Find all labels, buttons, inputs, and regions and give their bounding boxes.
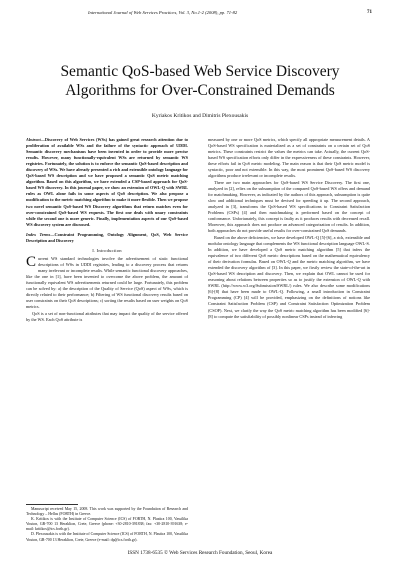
footnote-received: Manuscript received May 15, 2008. This work was supported by the Foundation of Research and Technology – Hellas (FORTH) in Greece.	[26, 507, 188, 517]
intro-paragraph-1	[26, 256, 188, 310]
paper-title	[30, 62, 370, 100]
left-column	[26, 137, 188, 507]
footnote-divider	[26, 504, 78, 505]
body-paragraph-1: measured by one or more QoS metrics, which specify all appropriate measurement details. A QoS-based WS specification is materialized as a set of constraints on a certain set of QoS metrics. These constraints restrict the values the metrics can take. Actually, the current QoS-based WS specification efforts only differ in the expressiveness of these constraints. However, these efforts fail in QoS metric modeling. The main reason is that their QoS metric model is syntactic, poor and not extensible. In this way, the most prominent QoS-based WS discovery algorithms produce irrelevant or incomplete results.	[208, 137, 370, 179]
abstract-body: —Discovery of Web Services (WSs) has gained great research attention due to proliferation of available WSs and the failure of the syntactic approach of UDDI. Semantic discovery mechanisms have been invented in order to provide more precise results. However, many functionally-equivalent WSs are returned by semantic WS registries. Fortunately, the solution is to enforce the semantic QoS-based description and discovery of WSs. We have already presented a rich and extensible ontology language for QoS-based WS description and we have proposed a semantic QoS metric matching algorithm. Based on this algorithm, we have extended a CSP-based approach for QoS-based WS discovery. In this journal paper, we show an extension of OWL-Q with SWRL rules as OWL alone fails in some aspects of QoS description. We also propose a modification to the metric matching algorithm to make it more flexible. Then we propose two novel semantic QoS-based WS Discovery algorithms that return matches even for over-constrained QoS-based WS requests. The first one deals with unary constraints while the second one is more generic. Finally, implementation aspects of our QoS-based WS discovery system are discussed.	[26, 137, 188, 227]
drop-cap: C	[26, 254, 37, 271]
section-heading-introduction: I. Introduction	[92, 247, 122, 253]
index-terms-body: —Constraint Programming, Ontology Alignment, QoS, Web Service Description and Discovery	[26, 231, 188, 243]
body-paragraph-3: Based on the above deficiencies, we have developed OWL-Q [5]-[6], a rich, extensible and modular ontology language that complements the WS functional description language OWL-S. In addition, we have developed a QoS metric matching algorithm [5] that infers the equivalence of two different QoS metric descriptions based on the mathematical equivalency of their derivation formulas. Based on OWL-Q and the metric matching algorithm, we have extended the discovery algorithm of [3]. In this paper, we firstly review the state-of-the-art in QoS-based WS description and discovery. Then, we explain that OWL cannot be used for reasoning about relations between properties so as to justify the extension of OWL-Q with SWRL (http://www.w3.org/Submission/SWRL/) rules. We also describe some modifications [6]-[8] that have been made to OWL-Q. Following, a small introduction in Constraint Programming (CP) [4] will be provided, emphasizing on the definitions of notions like Constraint Satisfaction Problem (CSP) and Constraint Satisfaction Optimization Problem (CSOP). Next, we clarify the way the QoS metric matching algorithm has been modified [6]-[8] to compute the satisfiability of possibly nonlinear CSPs instead of inferring	[208, 234, 370, 319]
intro-paragraph-1-text: urrent WS standard technologies involve the advertisement of static functional descriptions of WSs in UDDI registries, leading to a discovery process that returns many irrelevant or incomplete results. While semantic functional discovery approaches, like the one in [1], have been invented to overcome the above problem, the amount of functionally equivalent WS advertisements returned could be large. Fortunately, this problem can be solved by: a) the description of the Quality of Service (QoS) aspect of WSs, which is directly related to their performance; b) Filtering of WS functional discovery results based on user constraints on their QoS descriptions; c) sorting the results based on user weights on QoS metrics.	[26, 255, 188, 310]
intro-paragraph-2: QoS is a set of non-functional attributes that may impact the quality of the service offered by the WS. Each QoS attribute is	[26, 310, 188, 322]
title-line-1: Semantic QoS-based Web Service Discovery	[60, 63, 340, 80]
footer-issn: ISSN 1738-6535 © Web Services Research Foundation, Seoul, Korea	[127, 550, 273, 556]
footnote-author-1: K. Kritikos is with the Institute of Computer Science (ICS) of FORTH, N. Plastira 100, Vassilika Vouton, GR-700 13 Heraklion, Crete, Greece (phone: +30-2810-391838; fax: +30-2810-391638; e-mail: kritikos@ics.forth.gr).	[26, 517, 188, 532]
footnotes	[26, 507, 188, 549]
body-paragraph-2: There are two main approaches for QoS-based WS Service Discovery. The first one, analyzed in [2], relies on the subsumption of the compared QoS-based WS offers and demand for matchmaking. However, as indicated by the authors of this approach, subsumption is quite slow and additional techniques must be devised for speeding it up. The second approach, analyzed in [3], transforms the QoS-based WS specifications to Constraint Satisfaction Problems (CSPs) [4] and then matchmaking is performed based on the concept of conformance. Unfortunately, this concept is faulty as it produces results with decreased recall. Moreover, this approach does not produce an advanced categorization of results. In addition, both approaches do not provide useful results for over-constrained QoS demands.	[208, 179, 370, 234]
index-terms-label: Index Terms	[26, 231, 51, 237]
running-head: International Journal of Web Services Practices, Vol. 3, No.1-2 (2008), pp. 71-82	[88, 10, 238, 15]
index-terms	[26, 232, 188, 244]
authors: Kyriakos Kritikos and Dimitris Plexousakis	[151, 113, 249, 119]
abstract-label: Abstract	[26, 137, 41, 142]
footnote-author-2: D. Plexousakis is with the Institute of Computer Science (ICS) of FORTH, N. Plastira 100, Vassilika Vouton, GR-700 13 Heraklion, Crete, Greece (e-mail: dp@ics.forth.gr).	[26, 532, 188, 542]
right-column	[208, 137, 370, 545]
title-line-2: Algorithms for Over-Constrained Demands	[65, 82, 335, 99]
page-number: 71	[367, 10, 372, 15]
abstract	[26, 137, 188, 228]
